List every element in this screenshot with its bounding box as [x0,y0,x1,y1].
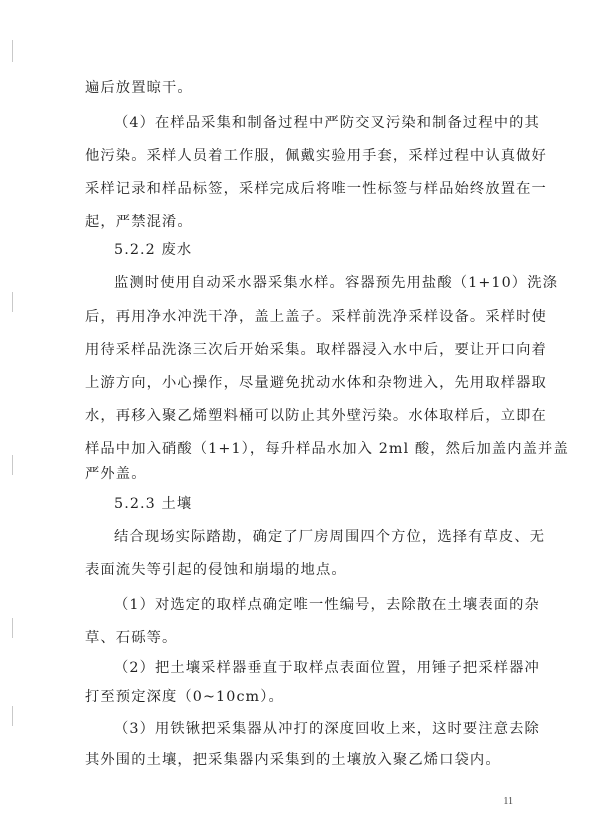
text-line: 表面流失等引起的侵蚀和崩塌的地点。 [85,562,347,578]
text-line: 草、石砾等。 [85,630,178,646]
paragraph-wastewater: 监测时使用自动采水器采集水样。容器预先用盐酸（1+10）洗涤 [114,275,558,291]
paragraph-item-1: （1）对选定的取样点确定唯一性编号，去除散在土壤表面的杂 [114,597,540,613]
text-line: 打至预定深度（0~10cm）。 [85,689,284,705]
paragraph-item-2: （2）把土壤采样器垂直于取样点表面位置，用锤子把采样器冲 [114,660,540,676]
margin-mark [12,40,13,62]
margin-mark [12,292,13,312]
text-line: 样品中加入硝酸（1+1），每升样品水加入 2ml 酸，然后加盖内盖并盖 [85,441,569,457]
section-heading-wastewater: 5.2.2 废水 [114,242,193,258]
margin-mark [12,618,13,638]
paragraph-item-3: （3）用铁锹把采集器从冲打的深度回收上来，这时要注意去除 [114,721,540,737]
text-line: 采样记录和样品标签，采样完成后将唯一性标签与样品始终放置在一 [85,181,547,197]
text-line: 其外围的土壤，把采集器内采集到的土壤放入聚乙烯口袋内。 [85,752,501,768]
text-line: 后，再用净水冲洗干净，盖上盖子。采样前洗净采样设备。采样时使 [85,309,547,325]
text-line: 用待采样品洗涤三次后开始采集。取样器浸入水中后，要让开口向着 [85,342,547,358]
margin-mark [12,706,13,726]
section-heading-soil: 5.2.3 土壤 [114,496,193,512]
text-line: 上游方向，小心操作，尽量避免扰动水体和杂物进入，先用取样器取 [85,375,547,391]
page-number: 11 [503,796,513,807]
margin-mark [12,455,13,475]
text-line: 起，严禁混淆。 [85,214,193,230]
text-line: 严外盖。 [85,466,147,482]
paragraph-soil: 结合现场实际踏勘，确定了厂房周围四个方位，选择有草皮、无 [114,529,546,545]
text-line: 遍后放置晾干。 [85,80,193,96]
text-line: 水，再移入聚乙烯塑料桶可以防止其外壁污染。水体取样后，立即在 [85,408,547,424]
text-line: 他污染。采样人员着工作服，佩戴实验用手套，采样过程中认真做好 [85,148,547,164]
paragraph-item-4: （4）在样品采集和制备过程中严防交叉污染和制备过程中的其 [114,115,540,131]
